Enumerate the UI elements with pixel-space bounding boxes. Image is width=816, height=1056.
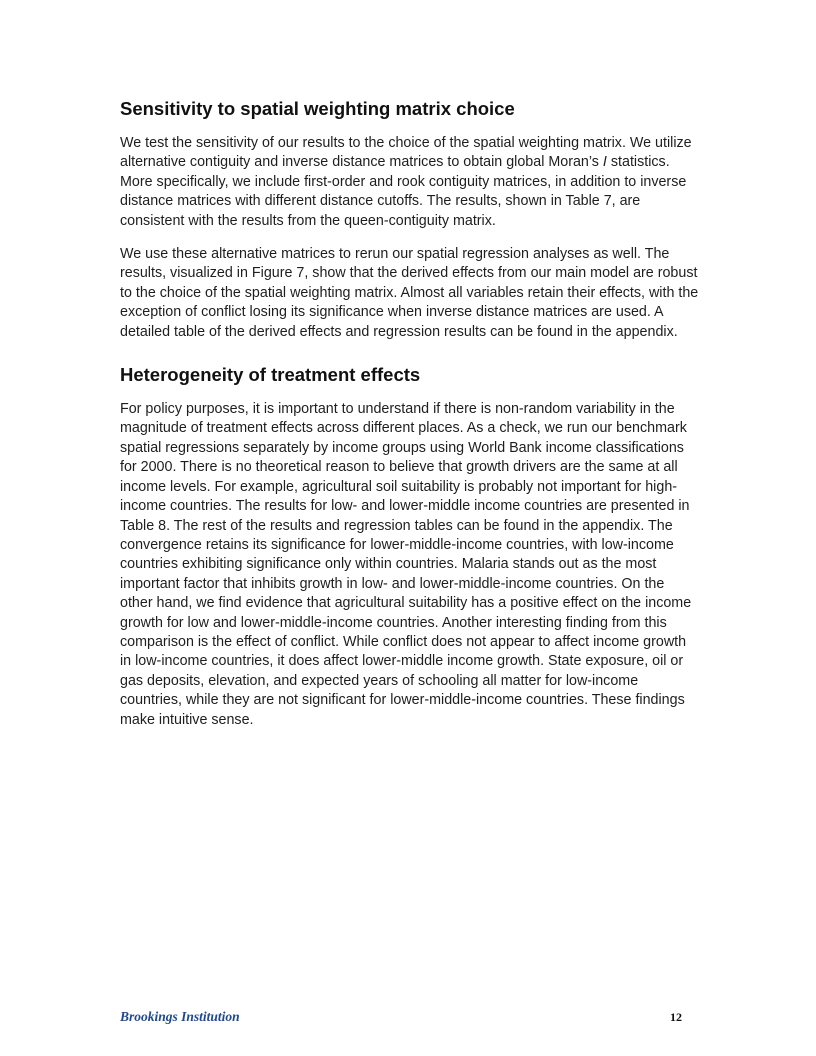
paragraph-text: statistics. More specifically, we include first-order and rook contiguity matrices, in addition to inverse distance matrices with different distance cutoffs. The results, shown in Table 7, are consistent with the results from the queen-contiguity matrix. (120, 154, 687, 229)
paragraph-heterogeneity-1: For policy purposes, it is important to understand if there is non-random variability in the magnitude of treatment effects across different places. As a check, we run our benchmark spatial regressions separately by income groups using World Bank income classifications for 2000. There is no theoretical reason to believe that growth drivers are the same at all income levels. For example, agricultural soil suitability is probably not important for high-income countries. The results for low- and lower-middle income countries are presented in Table 8. The rest of the results and regression tables can be found in the appendix. The convergence retains its significance for lower-middle-income countries, with low-income countries exhibiting significance only within countries. Malaria stands out as the most important factor that inhibits growth in low- and lower-middle-income countries. On the other hand, we find evidence that agricultural suitability has a positive effect on the income growth for low and lower-middle-income countries. Another interesting finding from this comparison is the effect of conflict. While conflict does not appear to affect income growth in low-income countries, it does affect lower-middle income growth. State exposure, oil or gas deposits, elevation, and expected years of schooling all matter for low-income countries, while they are not significant for lower-middle-income countries. These findings make intuitive sense. (120, 401, 692, 728)
page-number: 12 (670, 1010, 682, 1024)
paragraph-sensitivity-2: We use these alternative matrices to rerun our spatial regression analyses as well. The results, visualized in Figure 7, show that the derived effects from our main model are robust to the choice of the spatial weighting matrix. Almost all variables retain their effects, with the exception of conflict losing its significance when inverse distance matrices are used. A detailed table of the derived effects and regression results can be found in the appendix. (120, 246, 699, 340)
section-heading-sensitivity: Sensitivity to spatial weighting matrix choice (120, 98, 515, 119)
footer-publisher: Brookings Institution (120, 1009, 240, 1024)
paragraph-sensitivity-1 (120, 134, 700, 231)
section-heading-heterogeneity: Heterogeneity of treatment effects (120, 364, 421, 386)
page-content (120, 96, 700, 744)
paragraph-text: We test the sensitivity of our results to the choice of the spatial weighting matrix. We utilize alternative contiguity and inverse distance matrices to obtain global Moran’s (120, 135, 692, 171)
morans-i-symbol: I (602, 154, 607, 171)
